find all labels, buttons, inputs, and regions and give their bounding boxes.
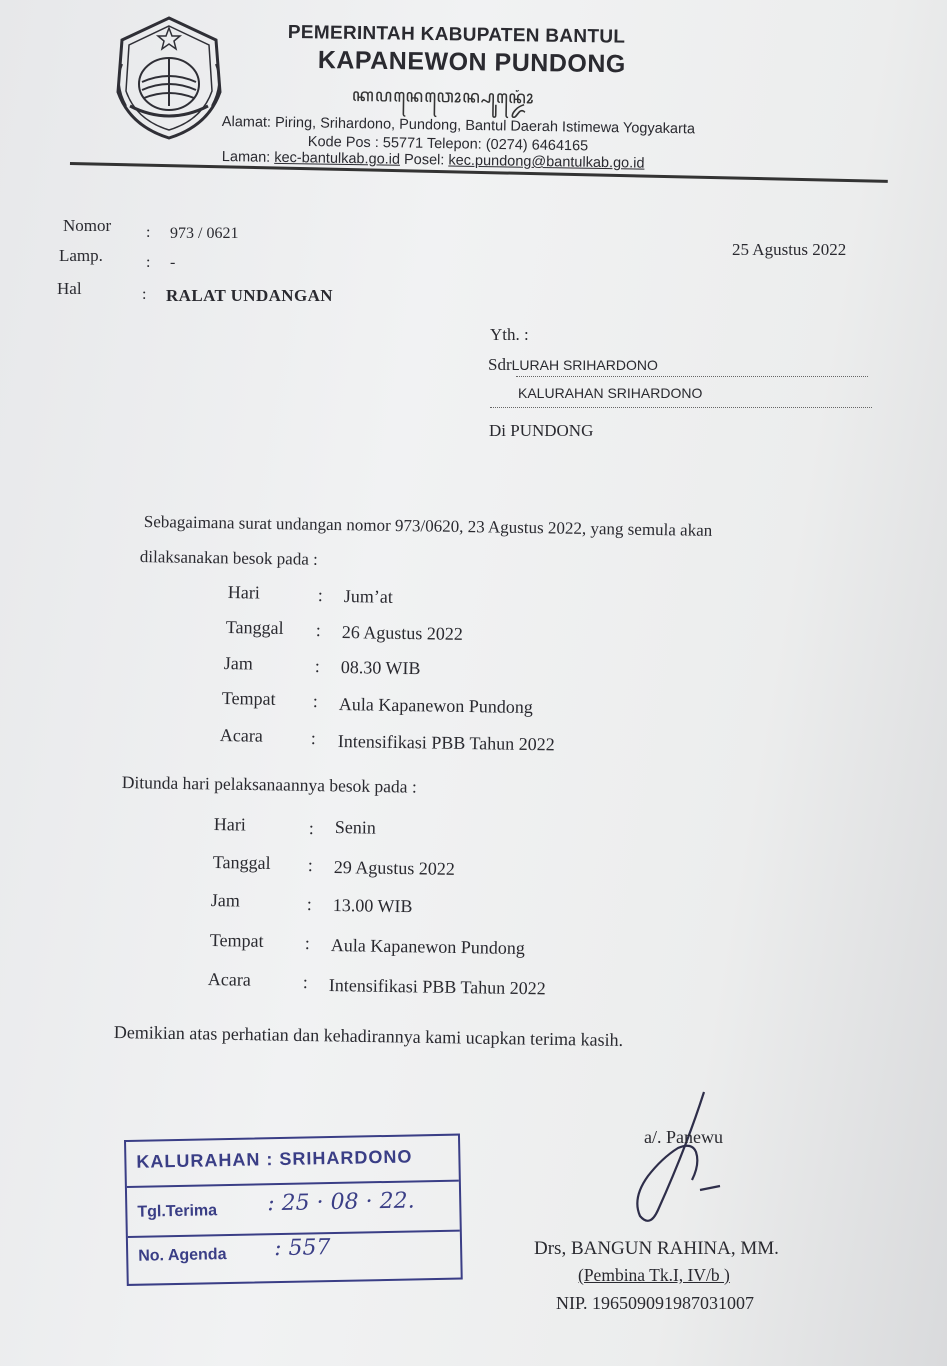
row-label: Tempat bbox=[221, 688, 276, 709]
row-label: Tanggal bbox=[225, 617, 284, 638]
schedule-colon: : bbox=[306, 894, 313, 915]
dotted-line bbox=[516, 376, 868, 377]
row-value: 08.30 WIB bbox=[340, 657, 421, 679]
received-date-label: Tgl.Terima bbox=[137, 1202, 218, 1221]
stamp-title: KALURAHAN : SRIHARDONO bbox=[136, 1146, 413, 1172]
row-label: Hari bbox=[227, 582, 260, 603]
bantul-regency-emblem-logo bbox=[108, 14, 230, 142]
row-label: Hari bbox=[213, 814, 246, 835]
signatory-rank: (Pembina Tk.I, IV/b ) bbox=[578, 1265, 730, 1285]
web-label: Laman: bbox=[221, 149, 271, 166]
row-value: Intensifikasi PBB Tahun 2022 bbox=[337, 731, 555, 755]
subject-ralat-undangan: RALAT UNDANGAN bbox=[166, 286, 333, 305]
recipient-institution: KALURAHAN SRIHARDONO bbox=[518, 385, 703, 401]
row-value: Aula Kapanewon Pundong bbox=[338, 694, 533, 718]
addressee-line bbox=[488, 355, 658, 375]
agenda-number-label: No. Agenda bbox=[138, 1246, 227, 1265]
signatory-role: a/. Panewu bbox=[644, 1127, 723, 1147]
office-name: KAPANEWON PUNDONG bbox=[317, 46, 627, 79]
row-value: Jum’at bbox=[343, 586, 393, 607]
row-value: 13.00 WIB bbox=[332, 895, 413, 917]
row-label: Tanggal bbox=[212, 852, 271, 873]
row-value: Intensifikasi PBB Tahun 2022 bbox=[328, 975, 546, 999]
row-value: 26 Agustus 2022 bbox=[341, 622, 464, 644]
schedule-colon: : bbox=[308, 818, 315, 839]
sdr-prefix: Sdr bbox=[488, 355, 512, 374]
row-value: Senin bbox=[334, 817, 377, 838]
schedule-colon: : bbox=[302, 972, 309, 993]
kalurahan-receipt-stamp bbox=[124, 1134, 463, 1286]
office-address: Alamat: Piring, Srihardono, Pundong, Bantul Daerah Istimewa Yogyakarta bbox=[221, 114, 696, 138]
postponed-intro: Ditunda hari pelaksanaannya besok pada : bbox=[121, 772, 417, 797]
nomor-value: 973 / 0621 bbox=[170, 225, 239, 242]
schedule-colon: : bbox=[317, 585, 324, 606]
schedule-colon: : bbox=[312, 691, 319, 712]
hal-label: Hal bbox=[57, 279, 82, 298]
row-label: Jam bbox=[210, 890, 240, 911]
government-name: PEMERINTAH KABUPATEN BANTUL bbox=[287, 22, 626, 48]
email-label: Posel: bbox=[403, 151, 445, 169]
schedule-row bbox=[228, 582, 260, 603]
intro-paragraph-line-2: dilaksanakan besok pada : bbox=[139, 547, 318, 569]
schedule-colon: : bbox=[307, 855, 314, 876]
row-value: 29 Agustus 2022 bbox=[333, 857, 456, 879]
handwritten-signature bbox=[596, 1088, 736, 1238]
signatory-name: Drs, BANGUN RAHINA, MM. bbox=[534, 1238, 779, 1259]
lamp-value: - bbox=[170, 254, 176, 271]
row-label: Acara bbox=[207, 969, 251, 990]
javanese-script-office-name: ꦏꦥꦤꦺꦮꦺꦴꦤ꧀ꦥꦸꦤ꧀ꦢꦺꦴꦁ bbox=[351, 84, 535, 108]
greeting-yth: Yth. : bbox=[490, 325, 529, 344]
recipient-name: LURAH SRIHARDONO bbox=[511, 357, 658, 373]
letter-date: 25 Agustus 2022 bbox=[732, 240, 847, 259]
email-link[interactable]: kec.pundong@bantulkab.go.id bbox=[448, 152, 645, 172]
row-label: Acara bbox=[219, 725, 263, 746]
dotted-line bbox=[490, 407, 872, 408]
postal-and-phone: Kode Pos : 55771 Telepon: (0274) 6464165 bbox=[307, 134, 589, 155]
agenda-number-handwritten: : 557 bbox=[273, 1235, 331, 1262]
row-value: Aula Kapanewon Pundong bbox=[330, 935, 525, 959]
intro-paragraph-line-1: Sebagaimana surat undangan nomor 973/0620, 23 Agustus 2022, yang semula akan bbox=[143, 512, 713, 540]
recipient-location: Di PUNDONG bbox=[489, 421, 594, 440]
row-label: Jam bbox=[223, 653, 253, 674]
received-date-handwritten: : 25 · 08 · 22. bbox=[267, 1188, 415, 1217]
lamp-colon: : bbox=[146, 254, 151, 271]
stamp-divider bbox=[127, 1180, 459, 1188]
nomor-colon: : bbox=[146, 224, 151, 241]
schedule-colon: : bbox=[315, 620, 322, 641]
website-link[interactable]: kec-bantulkab.go.id bbox=[274, 149, 401, 168]
signatory-nip: NIP. 196509091987031007 bbox=[556, 1293, 755, 1313]
nomor-label: Nomor bbox=[63, 216, 112, 235]
lamp-label: Lamp. bbox=[59, 246, 103, 265]
hal-colon: : bbox=[142, 286, 147, 303]
schedule-colon: : bbox=[304, 933, 311, 954]
schedule-colon: : bbox=[310, 728, 317, 749]
row-label: Tempat bbox=[209, 930, 264, 951]
schedule-colon: : bbox=[314, 656, 321, 677]
closing-sentence: Demikian atas perhatian dan kehadirannya kami ucapkan terima kasih. bbox=[113, 1022, 624, 1050]
